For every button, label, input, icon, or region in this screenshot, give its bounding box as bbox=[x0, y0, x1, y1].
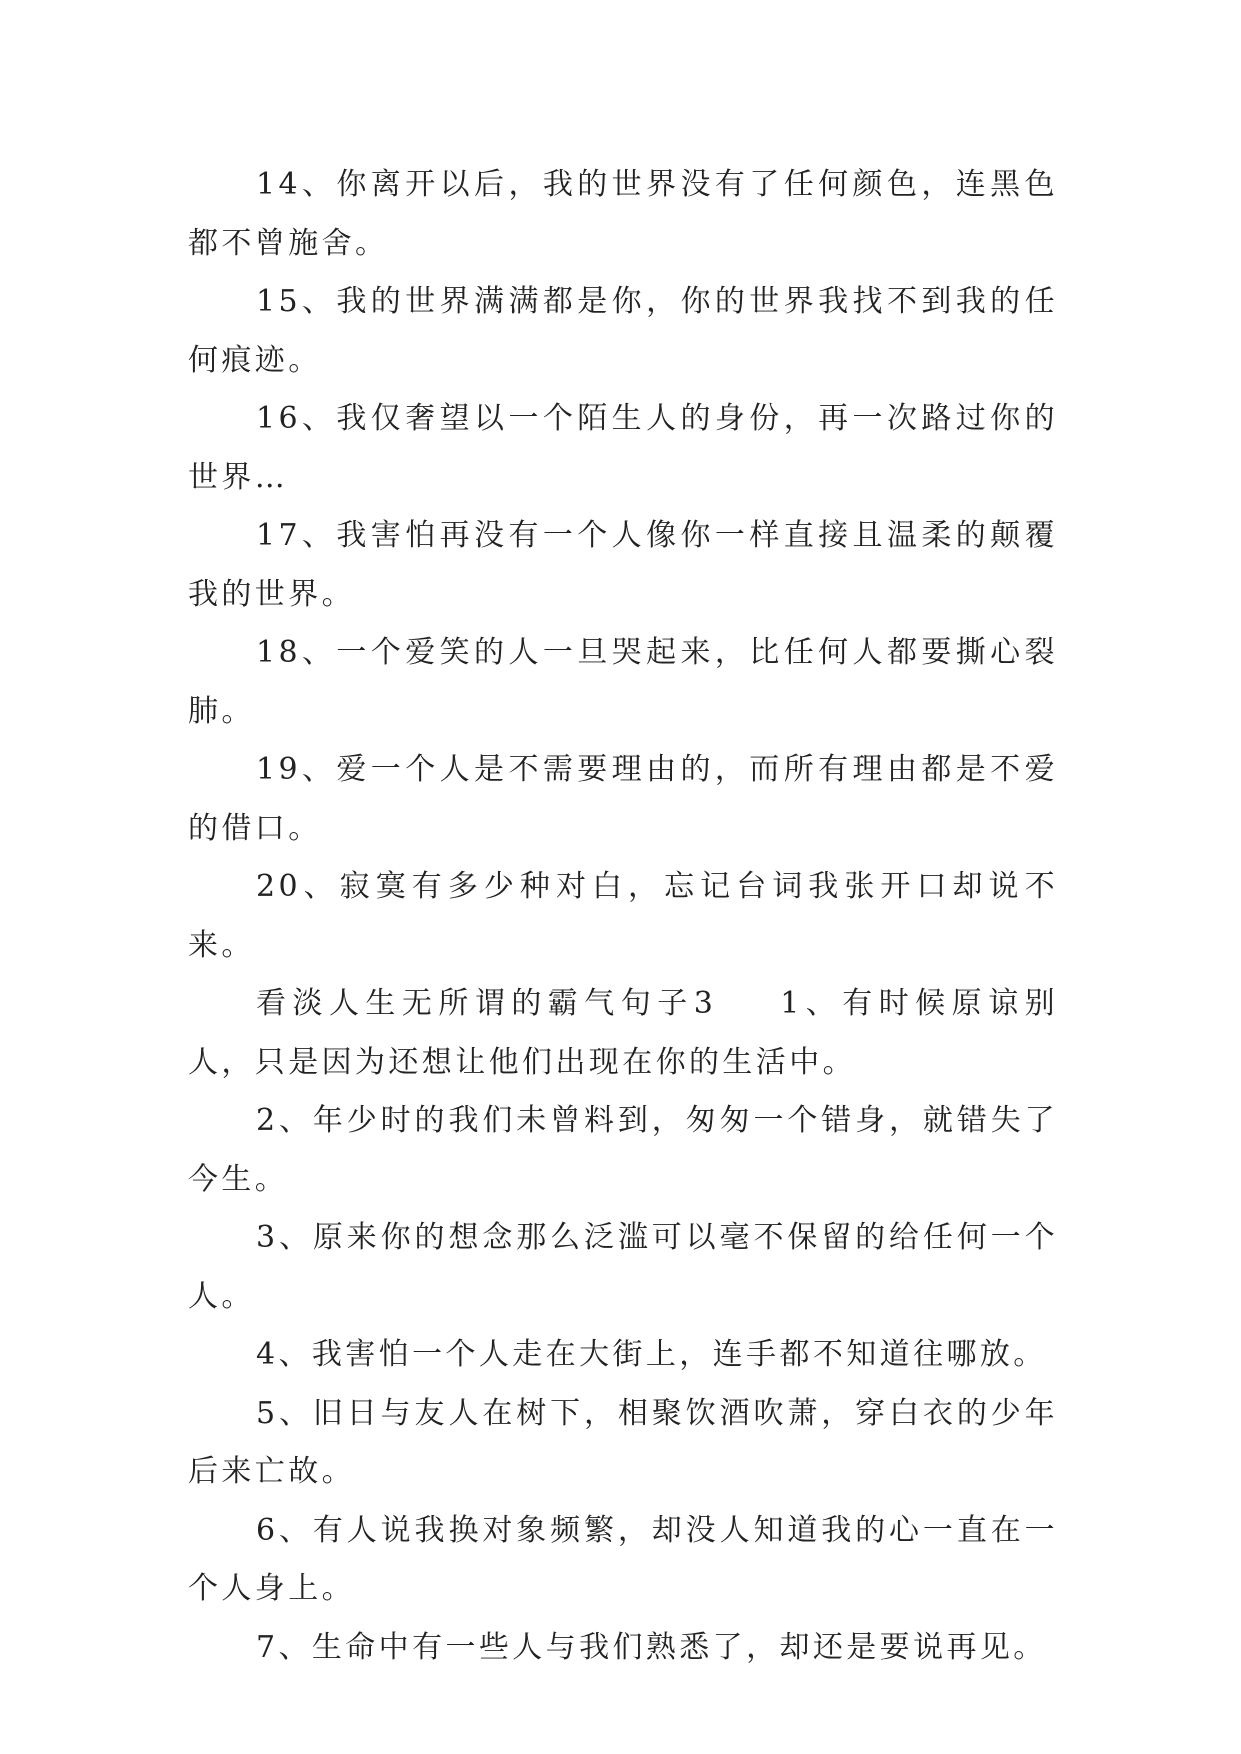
item-7: 7、生命中有一些人与我们熟悉了，却还是要说再见。 bbox=[256, 1629, 1047, 1665]
paragraph-18: 18、一个爱笑的人一旦哭起来，比任何人都要撕心裂肺。 bbox=[188, 635, 1058, 729]
document-body bbox=[188, 156, 1058, 1677]
section-paragraph bbox=[188, 975, 1058, 1092]
paragraph-14: 14、你离开以后，我的世界没有了任何颜色，连黑色都不曾施舍。 bbox=[188, 167, 1058, 261]
item-4: 4、我害怕一个人走在大街上，连手都不知道往哪放。 bbox=[256, 1337, 1047, 1372]
paragraph-19: 19、爱一个人是不需要理由的，而所有理由都是不爱的借口。 bbox=[188, 752, 1058, 846]
paragraph-17: 17、我害怕再没有一个人像你一样直接且温柔的颠覆我的世界。 bbox=[188, 518, 1058, 612]
item-2: 2、年少时的我们未曾料到，匆匆一个错身，就错失了今生。 bbox=[188, 1103, 1058, 1197]
paragraph-16: 16、我仅奢望以一个陌生人的身份，再一次路过你的世界… bbox=[188, 401, 1058, 495]
paragraph-15: 15、我的世界满满都是你，你的世界我找不到我的任何痕迹。 bbox=[188, 284, 1058, 378]
item-3: 3、原来你的想念那么泛滥可以毫不保留的给任何一个人。 bbox=[188, 1220, 1058, 1314]
section-heading: 看淡人生无所谓的霸气句子3 bbox=[256, 986, 717, 1021]
paragraph-20: 20、寂寞有多少种对白，忘记台词我张开口却说不来。 bbox=[188, 869, 1058, 963]
section-first-item: 1、有时候原谅别人，只是因为还想让他们出现在你的生活中。 bbox=[188, 986, 1058, 1080]
item-5: 5、旧日与友人在树下，相聚饮酒吹萧，穿白衣的少年后来亡故。 bbox=[188, 1395, 1058, 1489]
item-6: 6、有人说我换对象频繁，却没人知道我的心一直在一个人身上。 bbox=[188, 1512, 1058, 1606]
